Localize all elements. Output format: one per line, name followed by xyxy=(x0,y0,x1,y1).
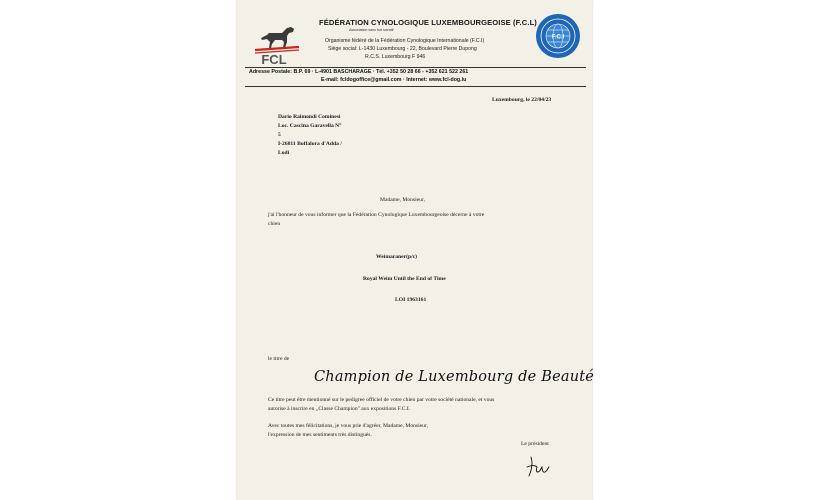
organisation-line: Organisme fédéré de la Fédération Cynologique Internationale (F.C.I) xyxy=(325,38,485,44)
registration-number: LOI 1963161 xyxy=(395,297,427,303)
fci-badge xyxy=(535,13,581,59)
recipient-line: Lodi xyxy=(278,150,290,156)
salutation: Madame, Monsieur, xyxy=(380,197,425,203)
logo-text: FCL xyxy=(261,52,287,66)
note-line-1: Ce titre peut être mentionné sur le pedigree officiel de votre chien par votre société nationale, et vous xyxy=(268,397,495,403)
signature xyxy=(523,455,553,479)
note-line-2: autorise à inscrire en „Classe Champion" aux expositions F.C.I. xyxy=(268,406,411,412)
dog-breed: Weimaraner(p/c) xyxy=(376,254,418,260)
federation-name: FÉDÉRATION CYNOLOGIQUE LUXEMBOURGEOISE (F.C.L) xyxy=(319,18,537,27)
dog-name: Royal Weim Until the End of Time xyxy=(363,276,446,282)
header-rule-top xyxy=(245,67,586,68)
recipient-line: I-26811 Boffalora d'Adda / xyxy=(278,141,342,147)
recipient-line: Dario Raimondi Cominesi xyxy=(278,114,341,120)
fcl-logo xyxy=(249,20,305,66)
closing-line-2: l'expression de mes sentiments très distingués. xyxy=(268,432,372,438)
recipient-line: 5 xyxy=(278,132,281,138)
contact-line-2: E-mail: fcldogoffice@gmail.com · Internet: www.fcl-dog.lu xyxy=(321,77,467,83)
recipient-line: Loc. Cascina Garavella N° xyxy=(278,123,342,129)
signature-mark xyxy=(523,455,553,479)
contact-line-1: Adresse Postale: B.P. 69 · L-4901 BASCHARAGE · Tél. +352 50 28 66 - +352 621 522 261 xyxy=(249,69,469,75)
champion-title: Champion de Luxembourg de Beauté xyxy=(314,369,595,385)
signatory-title: Le président xyxy=(521,441,549,447)
header-rule-bottom xyxy=(245,86,586,87)
fci-globe-icon xyxy=(535,13,581,59)
dog-logo-icon xyxy=(249,20,305,66)
rcs-line: R.C.S. Luxembourg F 946 xyxy=(365,54,426,60)
intro-text-line-1: j'ai l'honneur de vous informer que la Fédération Cynologique Luxembourgeoise décerne à votre xyxy=(268,212,485,218)
title-intro: le titre de xyxy=(268,356,290,362)
letter-date: Luxembourg, le 22/04/23 xyxy=(492,97,552,103)
association-note: Association sans but lucratif xyxy=(349,28,394,32)
closing-line-1: Avec toutes mes félicitations, je vous prie d'agréer, Madame, Monsieur, xyxy=(268,423,428,429)
letter-page xyxy=(237,0,595,500)
seat-line: Siège social: L-1430 Luxembourg - 22, Boulevard Pierre Dupong xyxy=(328,46,477,52)
fci-badge-text: F.C.I xyxy=(551,34,565,41)
intro-text-line-2: chien xyxy=(268,221,281,227)
